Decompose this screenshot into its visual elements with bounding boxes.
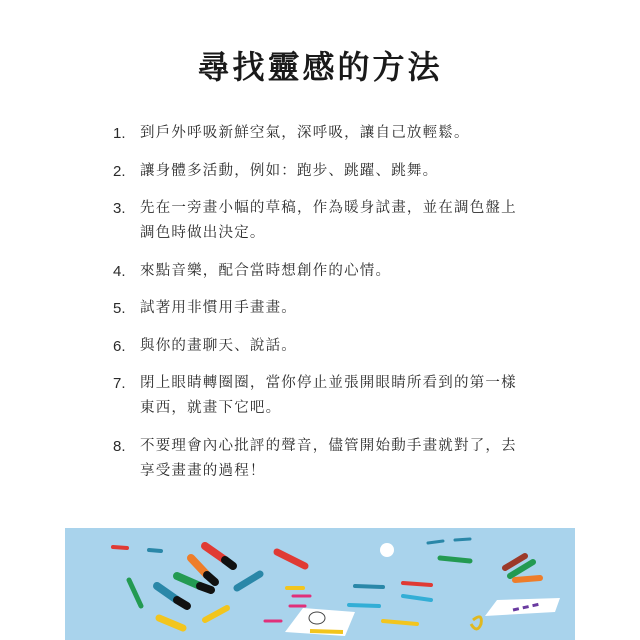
item-number: 6.: [113, 337, 126, 355]
list-item: [113, 296, 553, 321]
art-supplies-illustration: [65, 528, 575, 640]
pencil-teal: [355, 586, 383, 587]
list-item: [113, 259, 553, 284]
item-text: 試著用非慣用手畫畫。: [140, 300, 297, 316]
item-text: 到戶外呼吸新鮮空氣，深呼吸，讓自己放輕鬆。: [140, 125, 470, 141]
pencil-red: [403, 583, 431, 585]
list-item: [113, 121, 553, 146]
item-number: 8.: [113, 437, 126, 455]
item-number: 1.: [113, 125, 126, 142]
tips-list: [113, 121, 553, 496]
paper-ball: [380, 543, 394, 557]
list-item: [113, 434, 553, 484]
list-item: [113, 196, 553, 246]
item-number: 2.: [113, 162, 126, 180]
item-text: 東西，就畫下它吧。: [140, 400, 282, 416]
list-item: [113, 371, 553, 421]
page-title: 尋找靈感的方法: [197, 48, 443, 86]
item-text: 先在一旁畫小幅的草稿，作為暖身試畫，並在調色盤上: [140, 200, 517, 216]
item-number: 5.: [113, 300, 126, 317]
pencil-blue: [349, 605, 379, 606]
list-item: [113, 334, 553, 359]
item-text: 享受畫畫的過程！: [140, 462, 266, 479]
item-text: 與你的畫聊天、說話。: [140, 337, 297, 354]
item-number: 7.: [113, 375, 126, 392]
item-text: 來點音樂，配合當時想創作的心情。: [140, 262, 392, 279]
item-text: 讓身體多活動，例如：跑步、跳躍、跳舞。: [140, 162, 439, 179]
item-text: 閉上眼睛轉圈圈，當你停止並張開眼睛所看到的第一樣: [140, 375, 517, 391]
item-text: 調色時做出決定。: [140, 225, 266, 241]
list-item: [113, 159, 553, 184]
item-text: 不要理會內心批評的聲音，儘管開始動手畫就對了，去: [140, 437, 517, 454]
item-number: 3.: [113, 200, 126, 217]
item-number: 4.: [113, 262, 126, 280]
